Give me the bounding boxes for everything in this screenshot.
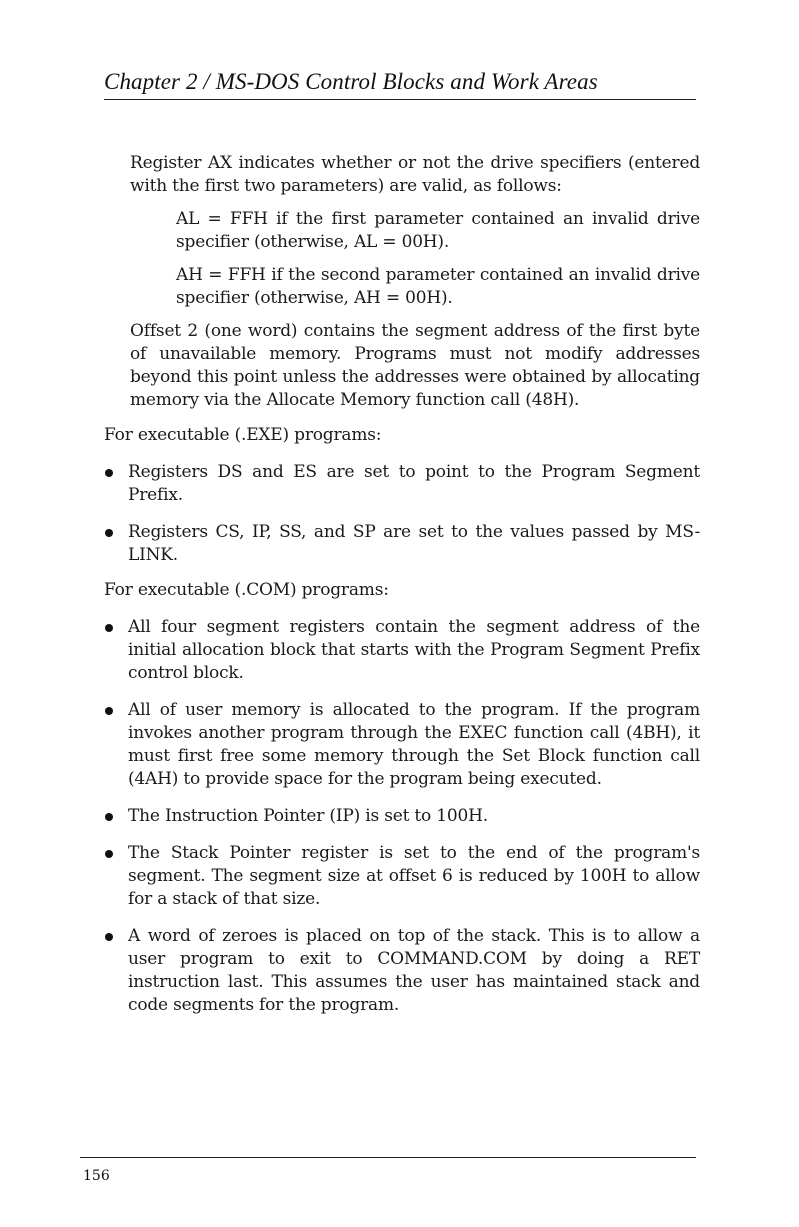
list-item [104, 842, 700, 911]
list-item [104, 699, 700, 791]
footer-rule [80, 1157, 696, 1158]
bullet-icon [105, 529, 113, 537]
bullet-icon [105, 707, 113, 715]
list-item [104, 925, 700, 1017]
bullet-text: Registers CS, IP, SS, and SP are set to the values passed by MS-LINK. [128, 522, 700, 565]
list-item [104, 616, 700, 685]
bullet-icon [105, 624, 113, 632]
running-head: Chapter 2 / MS-DOS Control Blocks and Work Areas [104, 69, 598, 94]
com-heading: For executable (.COM) programs: [104, 580, 389, 600]
bullet-icon [105, 933, 113, 941]
list-item [104, 461, 700, 507]
paragraph-al: AL = FFH if the first parameter contained an invalid drive specifier (otherwise, AL = 00H). [176, 209, 700, 252]
page-number: 156 [83, 1168, 110, 1184]
bullet-icon [105, 813, 113, 821]
bullet-text: All four segment registers contain the segment address of the initial allocation block that starts with the Program Segment Prefix control block. [128, 617, 700, 683]
bullet-icon [105, 469, 113, 477]
paragraph-register-ax: Register AX indicates whether or not the drive specifiers (entered with the first two parameters) are valid, as follows: [130, 153, 700, 196]
list-item [104, 805, 700, 828]
paragraph-ah: AH = FFH if the second parameter contained an invalid drive specifier (otherwise, AH = 00H). [176, 265, 700, 308]
paragraph-offset-2: Offset 2 (one word) contains the segment address of the first byte of unavailable memory. Programs must not modify addresses beyond this point unless the addresses were obtained by allocating memory via the Allocate Memory function call (48H). [130, 321, 700, 410]
bullet-icon [105, 850, 113, 858]
bullet-text: All of user memory is allocated to the program. If the program invokes another program through the EXEC function call (4BH), it must first free some memory through the Set Block function call (4AH) to provide space for the program being executed. [128, 700, 700, 789]
header-rule [104, 99, 696, 100]
list-item [104, 521, 700, 567]
bullet-text: The Stack Pointer register is set to the end of the program's segment. The segment size at offset 6 is reduced by 100H to allow for a stack of that size. [128, 843, 700, 909]
body-text [104, 152, 700, 1017]
bullet-text: Registers DS and ES are set to point to the Program Segment Prefix. [128, 462, 700, 505]
exe-bullet-list [104, 461, 700, 567]
bullet-text: The Instruction Pointer (IP) is set to 100H. [128, 806, 488, 826]
com-bullet-list [104, 616, 700, 1017]
exe-heading: For executable (.EXE) programs: [104, 425, 382, 445]
bullet-text: A word of zeroes is placed on top of the stack. This is to allow a user program to exit to COMMAND.COM by doing a RET instruction last. This assumes the user has maintained stack and code segments for the program. [128, 926, 700, 1015]
